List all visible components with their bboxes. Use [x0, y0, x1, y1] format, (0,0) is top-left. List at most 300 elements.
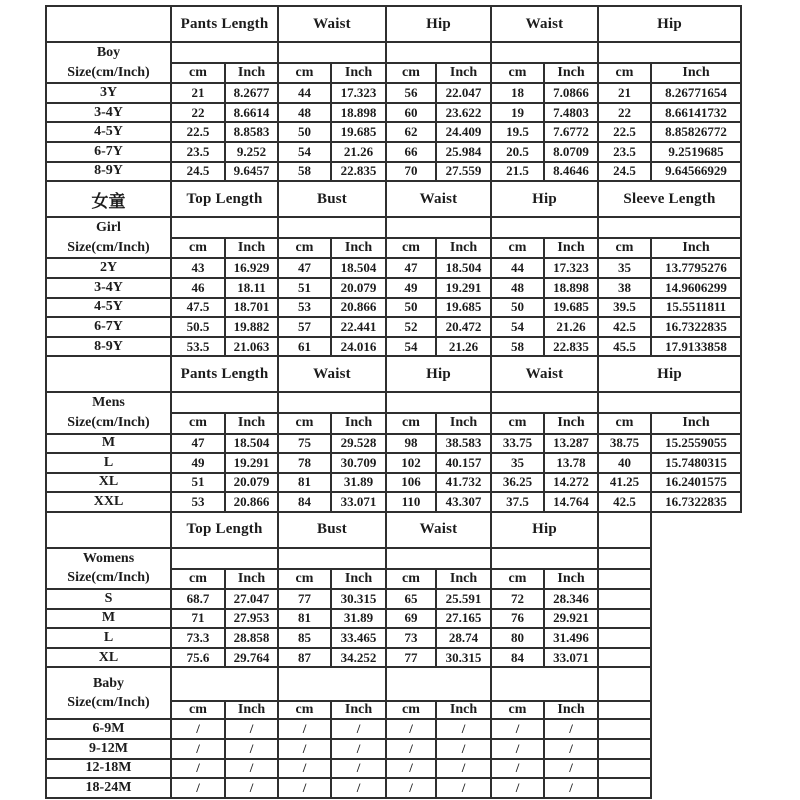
value-cell: 46: [171, 278, 225, 298]
value-cell: /: [491, 759, 544, 779]
value-cell: 54: [386, 337, 436, 357]
value-cell: 36.25: [491, 473, 544, 493]
value-cell: 18.11: [225, 278, 278, 298]
section-label-cell: [46, 548, 171, 589]
unit-header-inch: Inch: [331, 413, 386, 433]
value-cell: 48: [278, 103, 331, 123]
data-row: [46, 103, 741, 123]
section-label-line: Size(cm/Inch): [67, 414, 150, 430]
section-label-cell: [46, 42, 171, 83]
value-cell: 42.5: [598, 492, 651, 512]
value-cell: 9.6457: [225, 162, 278, 182]
size-label-cell: M: [46, 434, 171, 454]
value-cell: 30.315: [436, 648, 491, 668]
empty-cell: [491, 42, 598, 63]
value-cell: 58: [491, 337, 544, 357]
value-cell: 15.7480315: [651, 453, 741, 473]
empty-cell: [386, 217, 491, 238]
value-cell: 68.7: [171, 589, 225, 609]
value-cell: 73.3: [171, 628, 225, 648]
value-cell: 13.78: [544, 453, 598, 473]
ghost-cell: [651, 548, 741, 569]
value-cell: 14.9606299: [651, 278, 741, 298]
value-cell: 19: [491, 103, 544, 123]
ghost-cell: [651, 569, 741, 589]
size-label-cell: 6-7Y: [46, 317, 171, 337]
empty-cell: [598, 589, 651, 609]
value-cell: 18: [491, 83, 544, 103]
value-cell: 34.252: [331, 648, 386, 668]
value-cell: 16.7322835: [651, 492, 741, 512]
value-cell: 21.26: [331, 142, 386, 162]
value-cell: 78: [278, 453, 331, 473]
value-cell: 38.583: [436, 434, 491, 454]
value-cell: 35: [491, 453, 544, 473]
value-cell: 27.165: [436, 609, 491, 629]
empty-cell: [278, 217, 386, 238]
value-cell: 54: [278, 142, 331, 162]
value-cell: 19.5: [491, 122, 544, 142]
value-cell: 14.764: [544, 492, 598, 512]
value-cell: 23.5: [598, 142, 651, 162]
unit-header-inch: Inch: [651, 63, 741, 83]
value-cell: 17.9133858: [651, 337, 741, 357]
unit-header-inch: Inch: [436, 63, 491, 83]
section-label-line: Womens: [82, 550, 135, 566]
section-label-cell: [46, 667, 171, 719]
unit-header-inch: Inch: [436, 569, 491, 589]
section-header-row: [46, 356, 741, 392]
value-cell: 20.866: [225, 492, 278, 512]
unit-header-inch: Inch: [225, 569, 278, 589]
group-header: Hip: [491, 512, 598, 548]
data-row: [46, 122, 741, 142]
empty-cell: [171, 42, 278, 63]
value-cell: 18.898: [331, 103, 386, 123]
empty-cell: [598, 569, 651, 589]
size-label-cell: 6-7Y: [46, 142, 171, 162]
value-cell: 43: [171, 258, 225, 278]
data-row: [46, 719, 741, 739]
unit-header-cm: cm: [171, 238, 225, 258]
value-cell: 53: [171, 492, 225, 512]
value-cell: /: [331, 739, 386, 759]
group-header: Waist: [278, 356, 386, 392]
value-cell: 28.858: [225, 628, 278, 648]
value-cell: /: [544, 778, 598, 798]
value-cell: 8.85826772: [651, 122, 741, 142]
unit-header-cm: cm: [598, 63, 651, 83]
size-label-cell: M: [46, 609, 171, 629]
size-label-cell: 8-9Y: [46, 337, 171, 357]
value-cell: /: [386, 759, 436, 779]
value-cell: 9.64566929: [651, 162, 741, 182]
value-cell: 19.291: [225, 453, 278, 473]
ghost-cell: [651, 589, 741, 609]
group-header: Bust: [278, 181, 386, 217]
size-label-cell: 3Y: [46, 83, 171, 103]
value-cell: /: [386, 739, 436, 759]
value-cell: 8.4646: [544, 162, 598, 182]
group-header: Hip: [491, 181, 598, 217]
value-cell: 18.701: [225, 298, 278, 318]
value-cell: /: [491, 719, 544, 739]
value-cell: 23.622: [436, 103, 491, 123]
value-cell: /: [278, 778, 331, 798]
unit-header-inch: Inch: [331, 701, 386, 719]
value-cell: 47: [171, 434, 225, 454]
group-header: Hip: [386, 6, 491, 42]
empty-cell: [171, 217, 278, 238]
value-cell: 22.047: [436, 83, 491, 103]
value-cell: /: [436, 778, 491, 798]
value-cell: 47: [278, 258, 331, 278]
value-cell: /: [331, 778, 386, 798]
data-row: [46, 142, 741, 162]
value-cell: 33.75: [491, 434, 544, 454]
size-label-cell: XL: [46, 473, 171, 493]
value-cell: 24.016: [331, 337, 386, 357]
data-row: [46, 739, 741, 759]
value-cell: 53: [278, 298, 331, 318]
size-label-cell: L: [46, 628, 171, 648]
data-row: [46, 609, 741, 629]
unit-header-inch: Inch: [331, 569, 386, 589]
value-cell: 21: [171, 83, 225, 103]
value-cell: 28.346: [544, 589, 598, 609]
data-row: [46, 759, 741, 779]
value-cell: /: [278, 739, 331, 759]
value-cell: 28.74: [436, 628, 491, 648]
ghost-cell: [651, 778, 741, 798]
value-cell: 19.291: [436, 278, 491, 298]
section-label-line: Baby: [92, 675, 125, 691]
empty-cell: [278, 42, 386, 63]
data-row: [46, 298, 741, 318]
value-cell: /: [386, 778, 436, 798]
value-cell: 29.528: [331, 434, 386, 454]
value-cell: 50: [491, 298, 544, 318]
value-cell: 17.323: [331, 83, 386, 103]
value-cell: 62: [386, 122, 436, 142]
value-cell: 8.6614: [225, 103, 278, 123]
value-cell: /: [331, 759, 386, 779]
value-cell: 31.496: [544, 628, 598, 648]
size-label-cell: L: [46, 453, 171, 473]
data-row: [46, 317, 741, 337]
value-cell: 15.5511811: [651, 298, 741, 318]
value-cell: 84: [278, 492, 331, 512]
empty-cell: [491, 392, 598, 413]
unit-header-cm: cm: [386, 238, 436, 258]
unit-header-cm: cm: [386, 413, 436, 433]
value-cell: /: [436, 719, 491, 739]
value-cell: 18.504: [436, 258, 491, 278]
value-cell: 47.5: [171, 298, 225, 318]
value-cell: /: [491, 778, 544, 798]
value-cell: /: [544, 719, 598, 739]
group-header: Waist: [491, 356, 598, 392]
data-row: [46, 473, 741, 493]
empty-cell: [598, 778, 651, 798]
ghost-cell: [651, 759, 741, 779]
section-boy: [46, 6, 741, 181]
ghost-cell: [651, 628, 741, 648]
value-cell: 52: [386, 317, 436, 337]
size-label-cell: 8-9Y: [46, 162, 171, 182]
empty-cell: [598, 667, 651, 701]
empty-cell: [386, 392, 491, 413]
data-row: [46, 434, 741, 454]
value-cell: 51: [171, 473, 225, 493]
value-cell: 50: [278, 122, 331, 142]
value-cell: 61: [278, 337, 331, 357]
group-header: Pants Length: [171, 6, 278, 42]
unit-header-inch: Inch: [225, 413, 278, 433]
value-cell: 20.079: [331, 278, 386, 298]
value-cell: 17.323: [544, 258, 598, 278]
empty-cell: [491, 548, 598, 569]
spacer-row: [46, 42, 741, 63]
value-cell: 22.441: [331, 317, 386, 337]
empty-cell: [386, 667, 491, 701]
size-label-cell: S: [46, 589, 171, 609]
value-cell: 60: [386, 103, 436, 123]
value-cell: 50.5: [171, 317, 225, 337]
data-row: [46, 589, 741, 609]
value-cell: 24.5: [598, 162, 651, 182]
empty-cell: [598, 217, 741, 238]
unit-header-inch: Inch: [651, 413, 741, 433]
value-cell: 22.835: [331, 162, 386, 182]
unit-header-cm: cm: [278, 701, 331, 719]
value-cell: 50: [386, 298, 436, 318]
value-cell: 49: [171, 453, 225, 473]
ghost-cell: [651, 512, 741, 548]
empty-cell: [491, 667, 598, 701]
value-cell: 77: [278, 589, 331, 609]
unit-header-inch: Inch: [544, 63, 598, 83]
data-row: [46, 337, 741, 357]
unit-header-inch: Inch: [651, 238, 741, 258]
size-label-cell: 12-18M: [46, 759, 171, 779]
value-cell: 31.89: [331, 609, 386, 629]
data-row: [46, 162, 741, 182]
unit-header-inch: Inch: [544, 413, 598, 433]
value-cell: 41.732: [436, 473, 491, 493]
value-cell: 53.5: [171, 337, 225, 357]
section-label-line: Size(cm/Inch): [67, 570, 150, 586]
value-cell: /: [491, 739, 544, 759]
data-row: [46, 628, 741, 648]
group-header: Waist: [491, 6, 598, 42]
value-cell: 25.984: [436, 142, 491, 162]
value-cell: 18.504: [225, 434, 278, 454]
unit-header-cm: cm: [171, 569, 225, 589]
value-cell: 71: [171, 609, 225, 629]
value-cell: 87: [278, 648, 331, 668]
section-label-cell: [46, 217, 171, 258]
empty-cell: [278, 548, 386, 569]
value-cell: /: [386, 719, 436, 739]
value-cell: /: [225, 778, 278, 798]
value-cell: 8.2677: [225, 83, 278, 103]
value-cell: 13.287: [544, 434, 598, 454]
value-cell: /: [436, 739, 491, 759]
unit-header-inch: Inch: [331, 63, 386, 83]
unit-header-cm: cm: [171, 413, 225, 433]
empty-cell: [491, 217, 598, 238]
empty-cell: [598, 648, 651, 668]
section-label-line: Girl: [96, 220, 121, 236]
section-baby: [46, 667, 741, 797]
ghost-cell: [651, 667, 741, 701]
value-cell: 70: [386, 162, 436, 182]
spacer-row: [46, 548, 741, 569]
spacer-row: [46, 217, 741, 238]
group-header: Bust: [278, 512, 386, 548]
ghost-cell: [651, 739, 741, 759]
value-cell: 76: [491, 609, 544, 629]
spacer-row: [46, 392, 741, 413]
unit-header-cm: cm: [278, 63, 331, 83]
value-cell: /: [331, 719, 386, 739]
empty-cell: [598, 628, 651, 648]
value-cell: /: [225, 719, 278, 739]
value-cell: 22.835: [544, 337, 598, 357]
section-womens: [46, 512, 741, 668]
unit-header-cm: cm: [491, 63, 544, 83]
unit-header-inch: Inch: [225, 701, 278, 719]
value-cell: 8.26771654: [651, 83, 741, 103]
unit-header-cm: cm: [491, 413, 544, 433]
value-cell: 7.0866: [544, 83, 598, 103]
data-row: [46, 453, 741, 473]
value-cell: 102: [386, 453, 436, 473]
value-cell: 51: [278, 278, 331, 298]
value-cell: 75.6: [171, 648, 225, 668]
data-row: [46, 258, 741, 278]
unit-header-cm: cm: [491, 238, 544, 258]
value-cell: 31.89: [331, 473, 386, 493]
empty-cell: [598, 759, 651, 779]
value-cell: 39.5: [598, 298, 651, 318]
value-cell: 21: [598, 83, 651, 103]
value-cell: 49: [386, 278, 436, 298]
group-header: Waist: [278, 6, 386, 42]
size-label-cell: XL: [46, 648, 171, 668]
group-header: Sleeve Length: [598, 181, 741, 217]
value-cell: 19.685: [544, 298, 598, 318]
value-cell: 33.465: [331, 628, 386, 648]
unit-header-inch: Inch: [225, 238, 278, 258]
empty-cell: [598, 548, 651, 569]
empty-cell: [386, 42, 491, 63]
section-label-line: Size(cm/Inch): [67, 64, 150, 80]
ghost-cell: [651, 701, 741, 719]
value-cell: 24.409: [436, 122, 491, 142]
unit-header-inch: Inch: [225, 63, 278, 83]
unit-header-cm: cm: [278, 238, 331, 258]
value-cell: 20.866: [331, 298, 386, 318]
value-cell: 69: [386, 609, 436, 629]
section-header-row: [46, 667, 741, 701]
value-cell: 29.921: [544, 609, 598, 629]
value-cell: /: [278, 759, 331, 779]
section-top-label: [46, 6, 171, 42]
group-header: Waist: [386, 181, 491, 217]
size-label-cell: 4-5Y: [46, 122, 171, 142]
data-row: [46, 648, 741, 668]
empty-cell: [171, 667, 278, 701]
unit-header-cm: cm: [278, 413, 331, 433]
data-row: [46, 83, 741, 103]
size-label-cell: 4-5Y: [46, 298, 171, 318]
unit-header-cm: cm: [491, 701, 544, 719]
size-label-cell: XXL: [46, 492, 171, 512]
value-cell: 24.5: [171, 162, 225, 182]
value-cell: 98: [386, 434, 436, 454]
value-cell: 22: [171, 103, 225, 123]
unit-header-cm: cm: [386, 63, 436, 83]
value-cell: 56: [386, 83, 436, 103]
section-label-line: Size(cm/Inch): [67, 695, 150, 711]
group-header: Top Length: [171, 181, 278, 217]
section-header-row: [46, 512, 741, 548]
size-chart-table: [45, 5, 742, 799]
unit-header-cm: cm: [171, 63, 225, 83]
section-label-line: Size(cm/Inch): [67, 239, 150, 255]
value-cell: 14.272: [544, 473, 598, 493]
value-cell: 22.5: [171, 122, 225, 142]
section-header-row: [46, 6, 741, 42]
value-cell: /: [171, 719, 225, 739]
value-cell: 40: [598, 453, 651, 473]
value-cell: /: [436, 759, 491, 779]
value-cell: 20.5: [491, 142, 544, 162]
value-cell: 19.685: [331, 122, 386, 142]
ghost-cell: [651, 648, 741, 668]
unit-header-inch: Inch: [436, 413, 491, 433]
value-cell: 72: [491, 589, 544, 609]
value-cell: 25.591: [436, 589, 491, 609]
unit-header-inch: Inch: [544, 569, 598, 589]
value-cell: 58: [278, 162, 331, 182]
section-top-label: 女童: [46, 181, 171, 217]
value-cell: 27.047: [225, 589, 278, 609]
value-cell: 110: [386, 492, 436, 512]
value-cell: 16.2401575: [651, 473, 741, 493]
group-header: Top Length: [171, 512, 278, 548]
value-cell: 43.307: [436, 492, 491, 512]
value-cell: 16.929: [225, 258, 278, 278]
value-cell: 33.071: [331, 492, 386, 512]
value-cell: 80: [491, 628, 544, 648]
value-cell: 77: [386, 648, 436, 668]
size-label-cell: 3-4Y: [46, 278, 171, 298]
value-cell: 8.8583: [225, 122, 278, 142]
ghost-cell: [651, 719, 741, 739]
group-header: Hip: [386, 356, 491, 392]
value-cell: 9.252: [225, 142, 278, 162]
value-cell: 18.504: [331, 258, 386, 278]
empty-cell: [278, 392, 386, 413]
value-cell: /: [225, 759, 278, 779]
value-cell: 44: [491, 258, 544, 278]
empty-cell: [278, 667, 386, 701]
section-label-cell: [46, 392, 171, 433]
value-cell: /: [544, 759, 598, 779]
